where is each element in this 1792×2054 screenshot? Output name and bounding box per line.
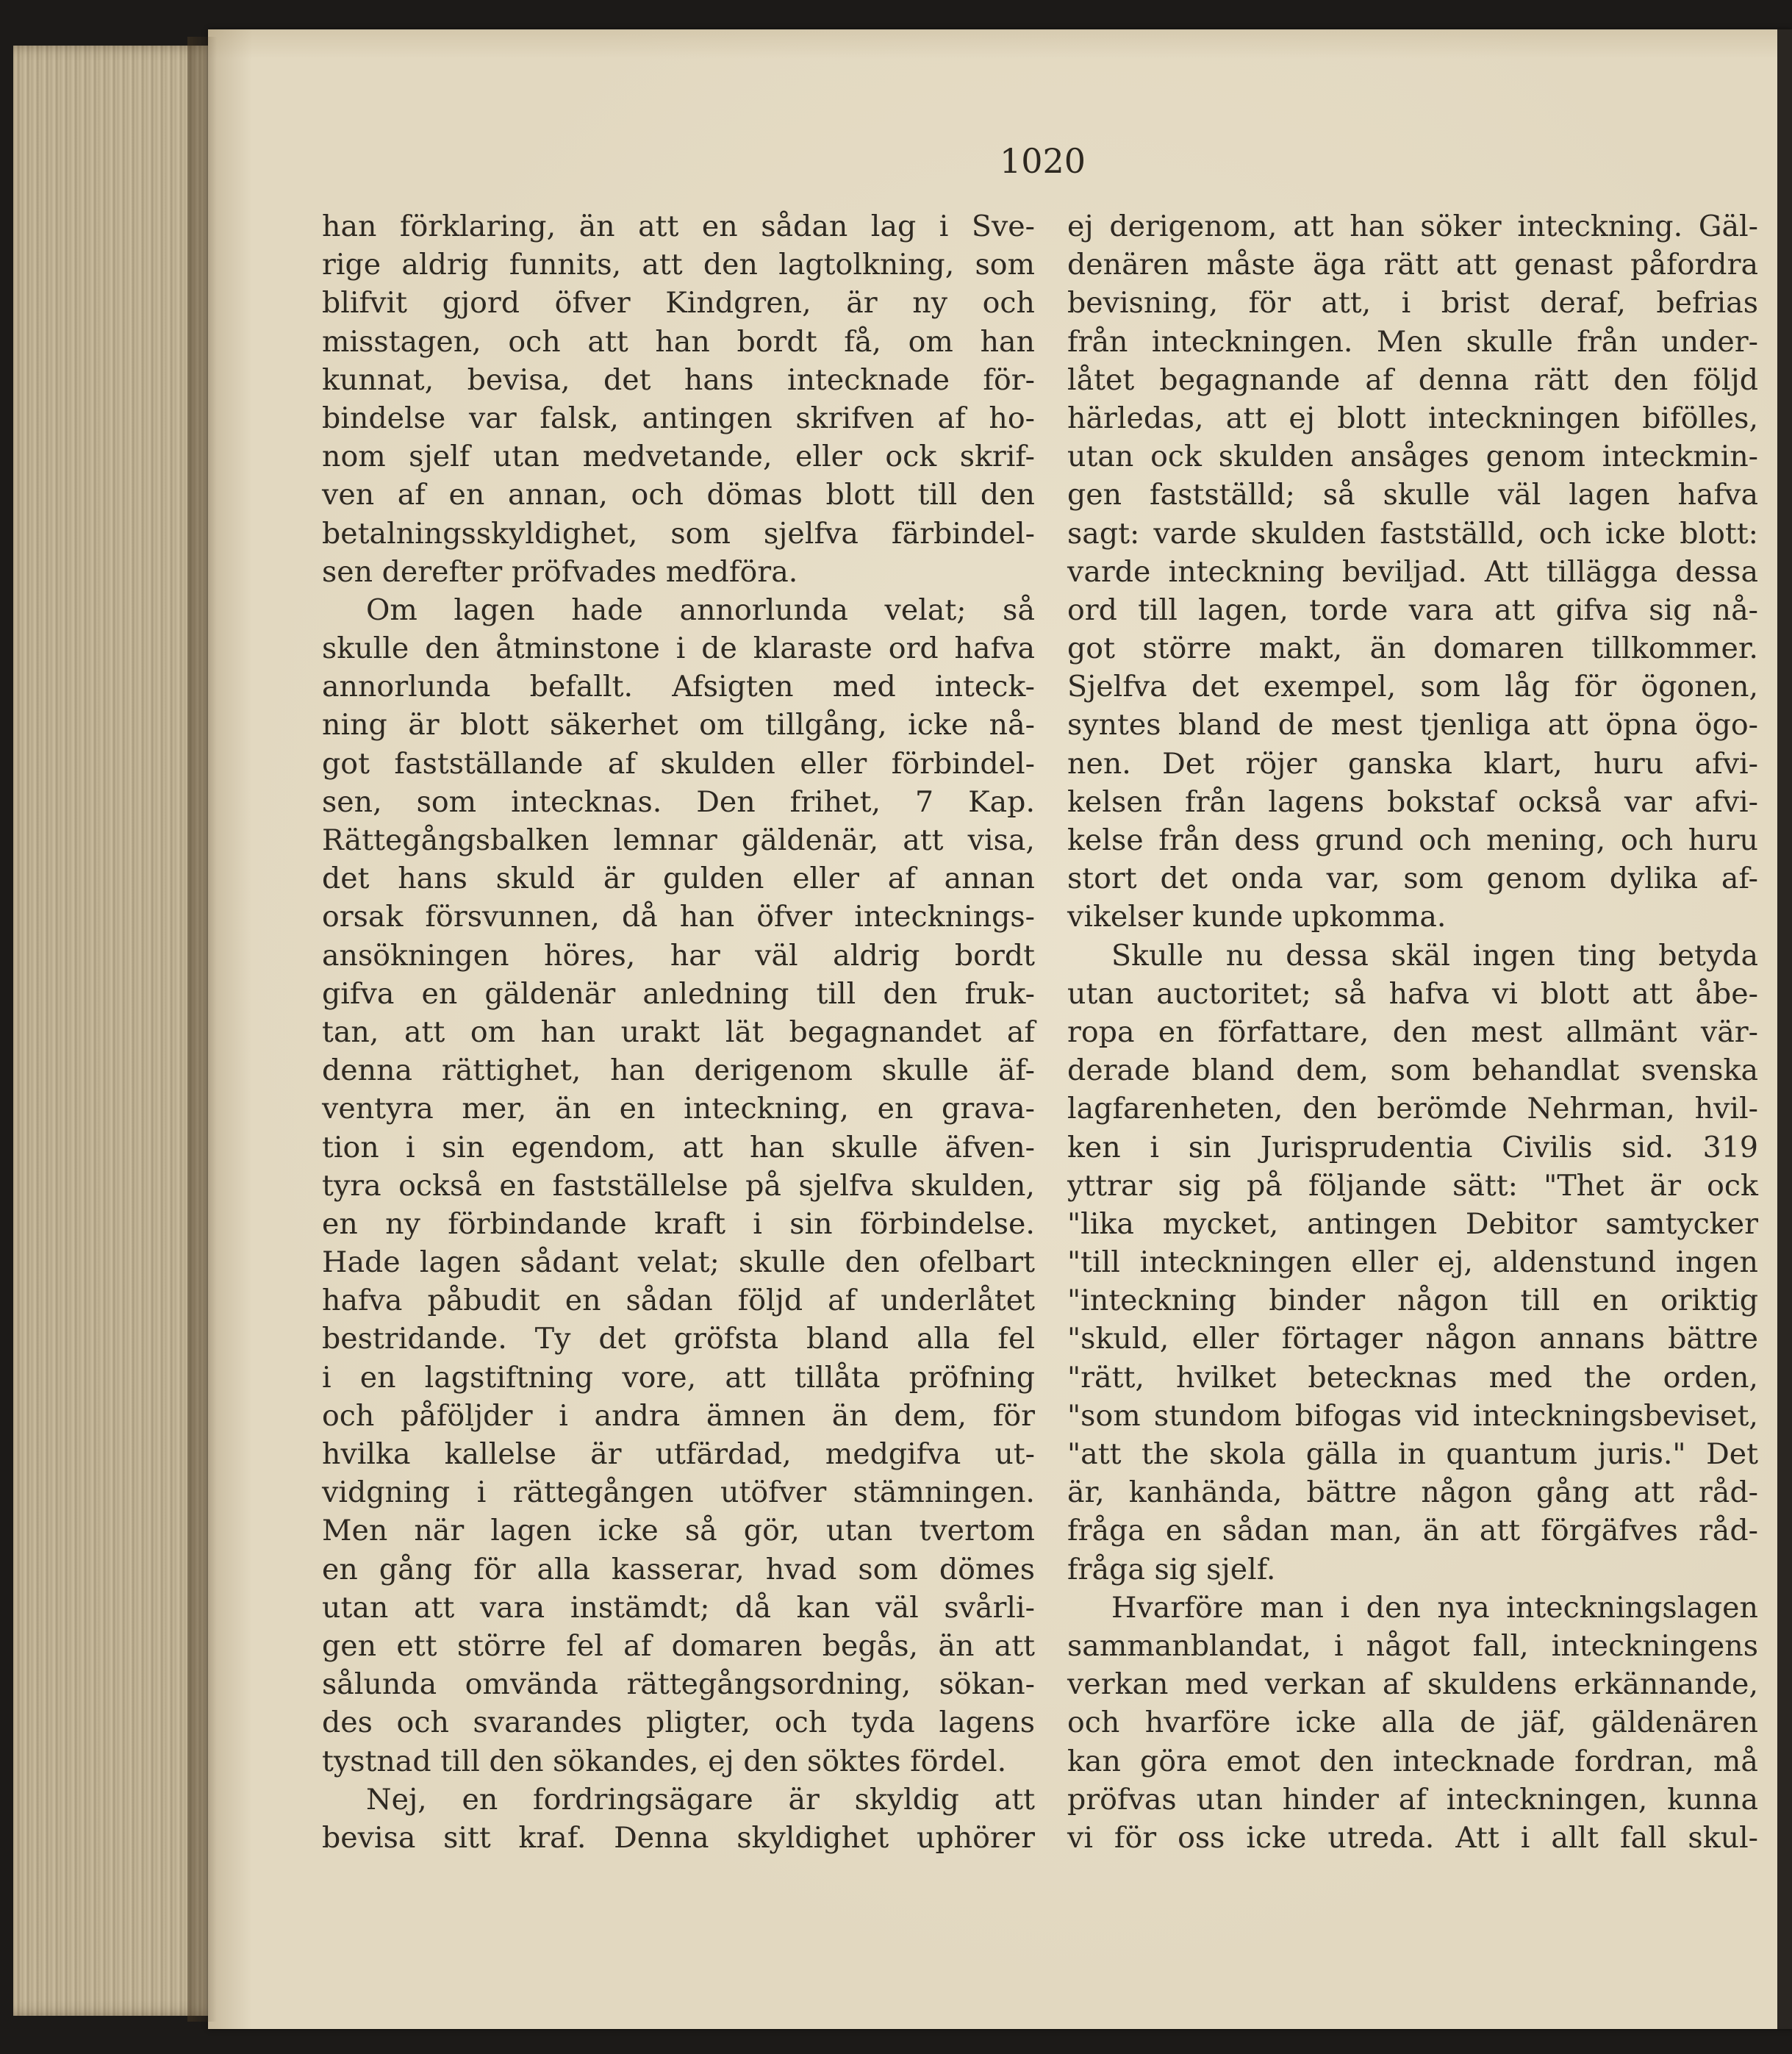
text-line: utan ock skulden ansåges genom inteckmin- — [1067, 440, 1758, 474]
left-column — [322, 207, 1035, 1857]
text-line: derade bland dem, som behandlat svenska — [1067, 1053, 1758, 1088]
text-line: bevisa sitt kraf. Denna skyldighet uphörer — [322, 1820, 1035, 1855]
text-line: denna rättighet, han derigenom skulle äf- — [322, 1053, 1035, 1088]
text-line: är, kanhända, bättre någon gång att råd- — [1067, 1475, 1758, 1510]
book-page-edges — [13, 46, 213, 2016]
text-line: sammanblandat, i något fall, inteckningens — [1067, 1628, 1758, 1663]
text-line: kunnat, bevisa, det hans intecknade för- — [322, 362, 1035, 397]
text-line: en ny förbindande kraft i sin förbindelse. — [322, 1206, 1035, 1241]
text-line: betalningsskyldighet, som sjelfva färbindel- — [322, 516, 1035, 551]
text-line: "att the skola gälla in quantum juris." Det — [1067, 1437, 1758, 1471]
text-line: det hans skuld är gulden eller af annan — [322, 862, 1035, 896]
text-line: bindelse var falsk, antingen skrifven af ho- — [322, 401, 1035, 435]
text-line: orsak försvunnen, då han öfver intecknings- — [322, 900, 1035, 934]
text-line: gifva en gäldenär anledning till den fruk- — [322, 976, 1035, 1011]
text-line: varde inteckning beviljad. Att tillägga dessa — [1067, 554, 1758, 589]
page-number: 1020 — [1000, 141, 1086, 181]
text-line: Hvarföre man i den nya inteckningslagen — [1111, 1590, 1758, 1625]
text-line: got fastställande af skulden eller förbindel- — [322, 746, 1035, 781]
text-line: ropa en författare, den mest allmänt vär- — [1067, 1015, 1758, 1049]
text-line: sagt: varde skulden fastställd, och icke blott: — [1067, 516, 1758, 551]
text-line: Skulle nu dessa skäl ingen ting betyda — [1111, 938, 1758, 973]
text-line: "till inteckningen eller ej, aldenstund ingen — [1067, 1245, 1758, 1280]
text-line: skulle den åtminstone i de klaraste ord hafva — [322, 631, 1035, 666]
text-line: vikelser kunde upkomma. — [1067, 900, 1447, 934]
text-line: utan auctoritet; så hafva vi blott att åbe- — [1067, 976, 1758, 1011]
text-line: "som stundom bifogas vid inteckningsbeviset, — [1067, 1398, 1758, 1433]
text-line: des och svarandes pligter, och tyda lagens — [322, 1706, 1035, 1740]
text-line: Men när lagen icke så gör, utan tvertom — [322, 1514, 1035, 1548]
text-line: tan, att om han urakt lät begagnandet af — [322, 1015, 1035, 1049]
text-line: tyra också en fastställelse på sjelfva skulden, — [322, 1168, 1035, 1203]
text-line: kelse från dess grund och mening, och huru — [1067, 823, 1758, 857]
text-line: "skuld, eller förtager någon annans bättre — [1067, 1322, 1758, 1356]
right-column — [1067, 207, 1758, 1857]
text-line: tion i sin egendom, att han skulle äfven- — [322, 1130, 1035, 1164]
text-line: från inteckningen. Men skulle från under- — [1067, 324, 1758, 359]
text-line: annorlunda befallt. Afsigten med inteck- — [322, 670, 1035, 704]
text-line: ord till lagen, torde vara att gifva sig nå- — [1067, 593, 1758, 627]
text-line: en gång för alla kasserar, hvad som dömes — [322, 1552, 1035, 1586]
text-line: fråga en sådan man, än att förgäfves råd- — [1067, 1514, 1758, 1548]
text-line: hafva påbudit en sådan följd af underlåtet — [322, 1284, 1035, 1318]
text-line: Rättegångsbalken lemnar gäldenär, att visa, — [322, 823, 1035, 857]
text-line: blifvit gjord öfver Kindgren, är ny och — [322, 286, 1035, 321]
text-line: sen, som intecknas. Den frihet, 7 Kap. — [322, 784, 1035, 819]
text-line: kelsen från lagens bokstaf också var afvi- — [1067, 784, 1758, 819]
text-line: syntes bland de mest tjenliga att öpna ögo- — [1067, 708, 1758, 742]
text-line: bevisning, för att, i brist deraf, befrias — [1067, 286, 1758, 321]
text-line: och hvarföre icke alla de jäf, gäldenären — [1067, 1706, 1758, 1740]
text-line: och påföljder i andra ämnen än dem, för — [322, 1398, 1035, 1433]
text-line: nom sjelf utan medvetande, eller ock skrif- — [322, 440, 1035, 474]
text-line: bestridande. Ty det gröfsta bland alla fel — [322, 1322, 1035, 1356]
text-line: pröfvas utan hinder af inteckningen, kunna — [1067, 1782, 1758, 1817]
text-line: stort det onda var, som genom dylika af- — [1067, 862, 1758, 896]
text-line: härledas, att ej blott inteckningen bifölles, — [1067, 401, 1758, 435]
text-line: got större makt, än domaren tillkommer. — [1067, 631, 1758, 666]
text-line: ansökningen höres, har väl aldrig bordt — [322, 938, 1035, 973]
text-line: ning är blott säkerhet om tillgång, icke nå- — [322, 708, 1035, 742]
text-line: sen derefter pröfvades medföra. — [322, 554, 798, 589]
gutter-shadow — [187, 37, 217, 2022]
right-border — [1777, 29, 1792, 2029]
text-line: fråga sig sjelf. — [1067, 1552, 1276, 1586]
text-line: låtet begagnande af denna rätt den följd — [1067, 362, 1758, 397]
text-line: hvilka kallelse är utfärdad, medgifva ut- — [322, 1437, 1035, 1471]
text-line: verkan med verkan af skuldens erkännande, — [1067, 1667, 1758, 1702]
text-line: "lika mycket, antingen Debitor samtycker — [1067, 1206, 1758, 1241]
text-line: gen fastställd; så skulle väl lagen hafva — [1067, 478, 1758, 512]
text-line: han förklaring, än att en sådan lag i Sve- — [322, 210, 1035, 243]
text-line: utan att vara instämdt; då kan väl svårli- — [322, 1590, 1035, 1625]
text-line: rige aldrig funnits, att den lagtolkning, som — [322, 248, 1035, 282]
text-line: Nej, en fordringsägare är skyldig att — [366, 1782, 1035, 1817]
text-line: ven af en annan, och dömas blott till den — [322, 478, 1035, 512]
text-line: i en lagstiftning vore, att tillåta pröfning — [322, 1360, 1035, 1395]
text-line: tystnad till den sökandes, ej den söktes fördel. — [322, 1744, 1007, 1778]
text-line: ej derigenom, att han söker inteckning. Gäl- — [1067, 210, 1758, 243]
text-line: yttrar sig på följande sätt: "Thet är ock — [1067, 1168, 1758, 1203]
text-line: vi för oss icke utreda. Att i allt fall skul- — [1067, 1820, 1758, 1855]
text-line: kan göra emot den intecknade fordran, må — [1067, 1744, 1758, 1778]
text-line: ken i sin Jurisprudentia Civilis sid. 319 — [1067, 1130, 1758, 1164]
text-line: ventyra mer, än en inteckning, en grava- — [322, 1092, 1035, 1126]
text-line: nen. Det röjer ganska klart, huru afvi- — [1067, 746, 1758, 781]
text-line: Hade lagen sådant velat; skulle den ofelbart — [322, 1245, 1035, 1280]
text-line: misstagen, och att han bordt få, om han — [322, 324, 1035, 359]
text-line: "inteckning binder någon till en oriktig — [1067, 1284, 1758, 1318]
text-line: denären måste äga rätt att genast påfordra — [1067, 248, 1758, 282]
text-line: Sjelfva det exempel, som låg för ögonen, — [1067, 670, 1758, 704]
text-line: "rätt, hvilket betecknas med the orden, — [1067, 1360, 1758, 1395]
text-line: lagfarenheten, den berömde Nehrman, hvil- — [1067, 1092, 1758, 1126]
text-line: gen ett större fel af domaren begås, än att — [322, 1628, 1035, 1663]
text-line: Om lagen hade annorlunda velat; så — [366, 593, 1035, 627]
text-line: sålunda omvända rättegångsordning, sökan- — [322, 1667, 1035, 1702]
text-line: vidgning i rättegången utöfver stämningen. — [322, 1475, 1035, 1510]
